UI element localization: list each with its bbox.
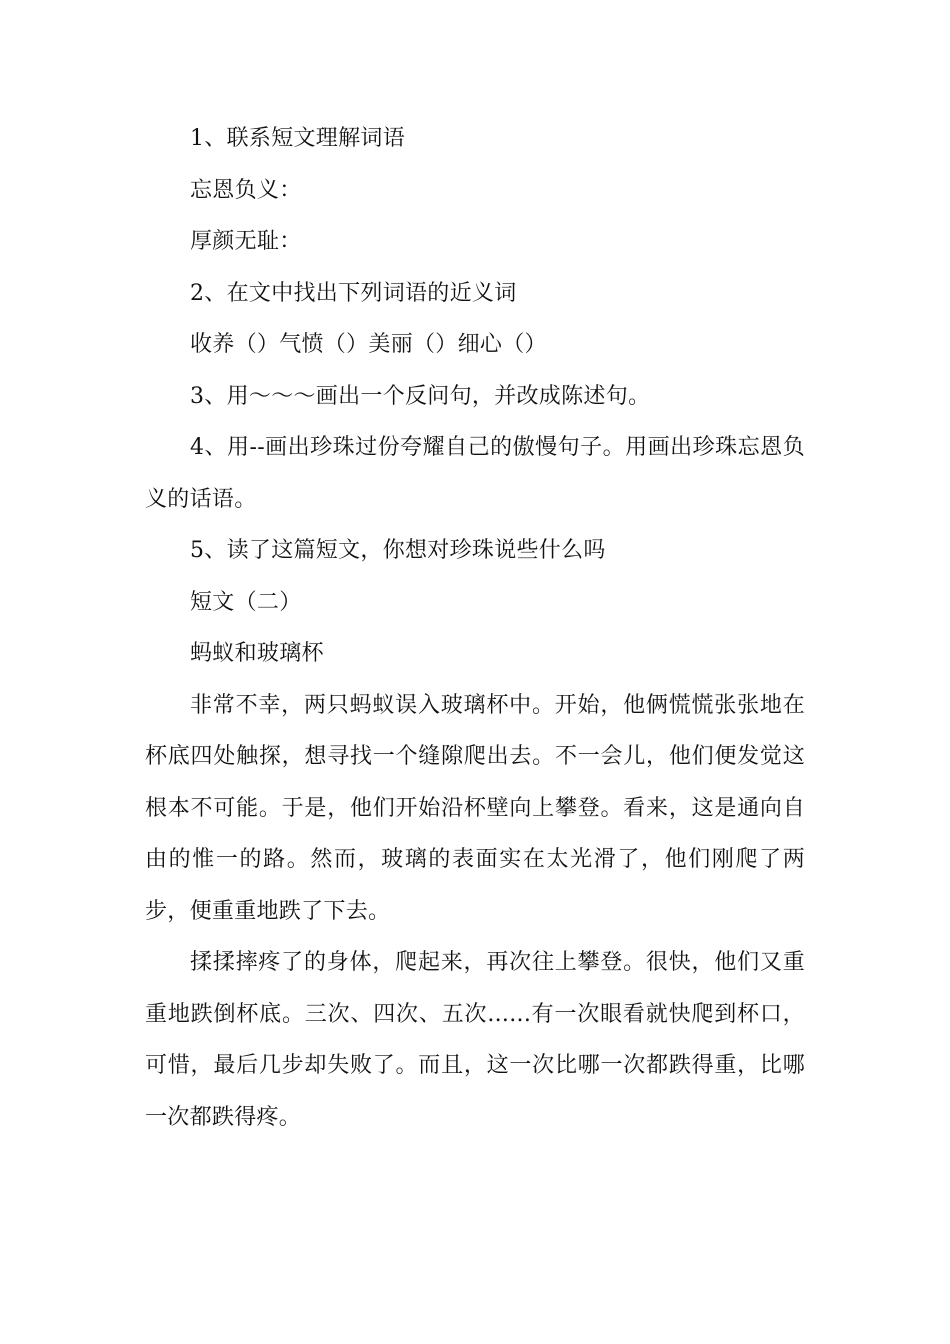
question-5: 5、读了这篇短文，你想对珍珠说些什么吗 bbox=[190, 538, 606, 563]
synonym-blanks: 收养（）气愤（）美丽（）细心（） bbox=[190, 332, 547, 357]
story-paragraph-2: 揉揉摔疼了的身体，爬起来，再次往上攀登。很快，他们又重重地跌倒杯底。三次、四次、五次......有一次眼看就快爬到杯口，可惜，最后几步却失败了。而且，这一次比哪一次都跌得重，比哪一次都跌得疼。 bbox=[145, 950, 805, 1130]
question-4: 4、用--画出珍珠过份夸耀自己的傲慢句子。用画出珍珠忘恩负义的话语。 bbox=[145, 435, 805, 512]
section-heading: 短文（二） bbox=[190, 589, 302, 615]
term-houyanwuchi: 厚颜无耻： bbox=[190, 229, 302, 254]
question-3: 3、用～～～画出一个反问句，并改成陈述句。 bbox=[190, 383, 651, 409]
question-1-heading: 1、联系短文理解词语 bbox=[190, 126, 405, 151]
document-body bbox=[145, 113, 805, 1143]
term-wangenfuyi: 忘恩负义： bbox=[190, 177, 302, 203]
story-title: 蚂蚁和玻璃杯 bbox=[190, 641, 324, 666]
story-paragraph-1: 非常不幸，两只蚂蚁误入玻璃杯中。开始，他俩慌慌张张地在杯底四处触探，想寻找一个缝隙爬出去。不一会儿，他们便发觉这根本不可能。于是，他们开始沿杯壁向上攀登。看来，这是通向自由的惟一的路。然而，玻璃的表面实在太光滑了，他们刚爬了两步，便重重地跌了下去。 bbox=[145, 692, 805, 924]
question-2-heading: 2、在文中找出下列词语的近义词 bbox=[190, 280, 517, 306]
